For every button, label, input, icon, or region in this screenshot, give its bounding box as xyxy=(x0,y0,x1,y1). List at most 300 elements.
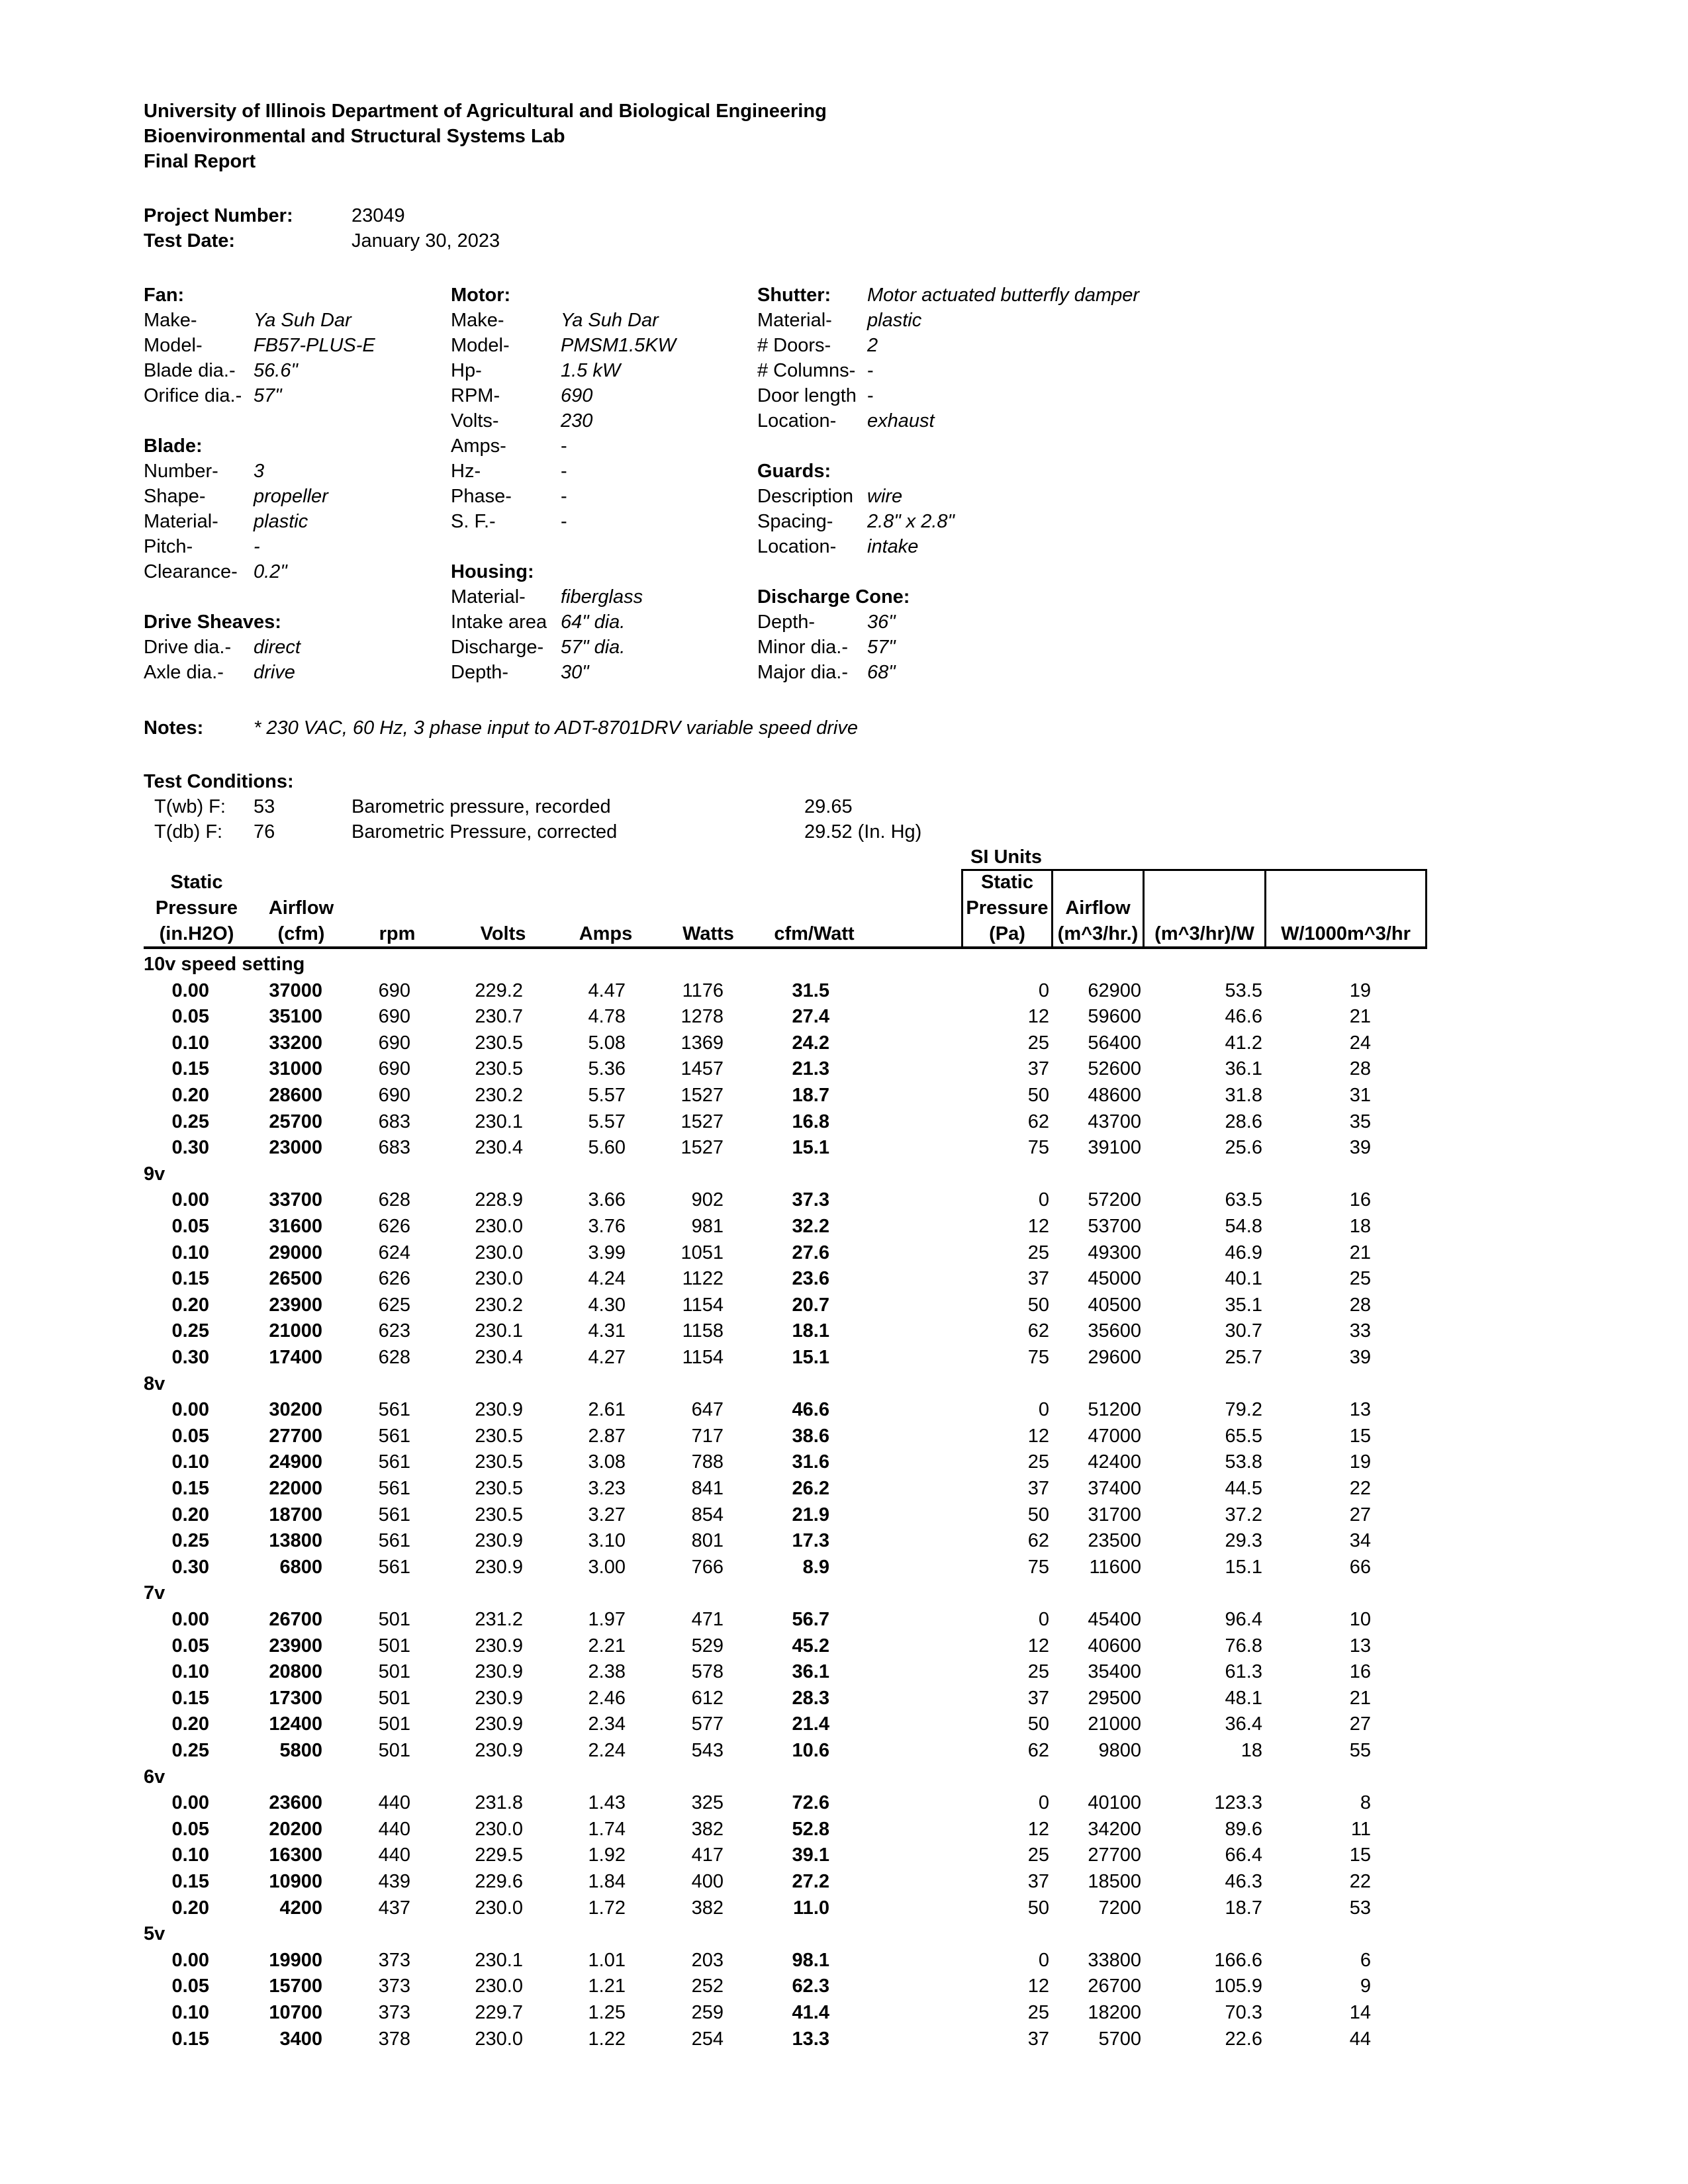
si-header-right-border xyxy=(1425,869,1427,948)
amps-cell: 4.31 xyxy=(588,1320,626,1342)
amps-cell: 5.60 xyxy=(588,1137,626,1158)
si-static-pressure-cell: 50 xyxy=(1027,1085,1049,1106)
twb-value: 53 xyxy=(254,796,275,817)
amps-cell: 5.36 xyxy=(588,1058,626,1079)
si-airflow-cell: 26700 xyxy=(1088,1976,1141,1997)
airflow-cell: 25700 xyxy=(269,1111,322,1132)
report-title-line-3: Final Report xyxy=(144,151,256,172)
amps-cell: 1.97 xyxy=(588,1609,626,1630)
rpm-cell: 690 xyxy=(378,1006,410,1027)
si-watts-per-volume-cell: 44 xyxy=(1349,2028,1371,2050)
cfm-per-watt-cell: 27.2 xyxy=(792,1871,829,1892)
si-efficiency-cell: 41.2 xyxy=(1225,1032,1262,1054)
blade-number-label: Number- xyxy=(144,461,218,482)
table-row xyxy=(0,978,1688,1004)
static-pressure-cell: 0.20 xyxy=(171,1295,209,1316)
si-static-pressure-cell: 50 xyxy=(1027,1897,1049,1919)
cfm-per-watt-cell: 31.5 xyxy=(792,980,829,1001)
static-pressure-cell: 0.00 xyxy=(171,1609,209,1630)
rpm-cell: 373 xyxy=(378,1950,410,1971)
rpm-cell: 561 xyxy=(378,1478,410,1499)
static-pressure-cell: 0.00 xyxy=(171,1399,209,1420)
blade-title: Blade: xyxy=(144,435,203,457)
airflow-cell: 5800 xyxy=(279,1740,322,1761)
watts-cell: 529 xyxy=(691,1635,724,1657)
si-watts-per-volume-cell: 39 xyxy=(1349,1137,1371,1158)
watts-cell: 382 xyxy=(691,1819,724,1840)
volts-cell: 230.9 xyxy=(475,1557,523,1578)
shutter-columns-label: # Columns- xyxy=(757,360,856,381)
housing-depth-label: Depth- xyxy=(451,662,509,683)
static-pressure-cell: 0.15 xyxy=(171,1268,209,1289)
speed-setting-label: 9v xyxy=(144,1163,165,1185)
rpm-cell: 628 xyxy=(378,1347,410,1368)
watts-cell: 543 xyxy=(691,1740,724,1761)
speed-setting-label: 8v xyxy=(144,1373,165,1394)
amps-cell: 1.43 xyxy=(588,1792,626,1813)
cfm-per-watt-cell: 52.8 xyxy=(792,1819,829,1840)
static-pressure-cell: 0.10 xyxy=(171,1844,209,1866)
si-watts-per-volume-cell: 39 xyxy=(1349,1347,1371,1368)
guards-description-label: Description xyxy=(757,486,854,507)
rpm-cell: 561 xyxy=(378,1451,410,1473)
watts-cell: 1154 xyxy=(682,1295,724,1316)
si-units-label: SI Units xyxy=(970,846,1042,868)
rpm-cell: 373 xyxy=(378,1976,410,1997)
si-watts-per-volume-cell: 16 xyxy=(1349,1189,1371,1210)
si-efficiency-cell: 15.1 xyxy=(1225,1557,1262,1578)
si-airflow-cell: 18500 xyxy=(1088,1871,1141,1892)
static-pressure-cell: 0.10 xyxy=(171,2002,209,2023)
rpm-cell: 439 xyxy=(378,1871,410,1892)
watts-cell: 981 xyxy=(691,1216,724,1237)
watts-cell: 717 xyxy=(691,1426,724,1447)
table-row xyxy=(0,1214,1688,1240)
si-watts-per-volume-cell: 35 xyxy=(1349,1111,1371,1132)
airflow-cell: 4200 xyxy=(279,1897,322,1919)
si-static-pressure-cell: 37 xyxy=(1027,2028,1049,2050)
table-row xyxy=(0,1135,1688,1161)
airflow-cell: 13800 xyxy=(269,1530,322,1551)
si-static-pressure-cell: 62 xyxy=(1027,1320,1049,1342)
si-airflow-cell: 59600 xyxy=(1088,1006,1141,1027)
si-static-pressure-cell: 75 xyxy=(1027,1137,1049,1158)
static-pressure-cell: 0.25 xyxy=(171,1320,209,1342)
cfm-per-watt-cell: 24.2 xyxy=(792,1032,829,1054)
volts-cell: 230.9 xyxy=(475,1635,523,1657)
housing-discharge-label: Discharge- xyxy=(451,637,544,658)
cfm-per-watt-cell: 15.1 xyxy=(792,1137,829,1158)
motor-amps: - xyxy=(561,435,567,457)
baro-recorded-value: 29.65 xyxy=(804,796,853,817)
volts-cell: 230.9 xyxy=(475,1713,523,1735)
blade-shape-label: Shape- xyxy=(144,486,206,507)
si-static-pressure-cell: 25 xyxy=(1027,1661,1049,1682)
rpm-cell: 625 xyxy=(378,1295,410,1316)
airflow-cell: 23000 xyxy=(269,1137,322,1158)
cfm-per-watt-cell: 31.6 xyxy=(792,1451,829,1473)
si-static-pressure-cell: 12 xyxy=(1027,1635,1049,1657)
amps-cell: 5.57 xyxy=(588,1085,626,1106)
static-pressure-cell: 0.15 xyxy=(171,1058,209,1079)
shutter-door-length: - xyxy=(867,385,874,406)
drive-dia: direct xyxy=(254,637,301,658)
volts-cell: 230.7 xyxy=(475,1006,523,1027)
airflow-cell: 31600 xyxy=(269,1216,322,1237)
si-static-pressure-cell: 0 xyxy=(1038,1950,1049,1971)
static-pressure-cell: 0.15 xyxy=(171,2028,209,2050)
si-airflow-cell: 11600 xyxy=(1089,1557,1141,1578)
si-watts-per-volume-cell: 28 xyxy=(1349,1058,1371,1079)
si-efficiency-cell: 48.1 xyxy=(1225,1688,1262,1709)
cfm-per-watt-cell: 20.7 xyxy=(792,1295,829,1316)
rpm-cell: 501 xyxy=(378,1635,410,1657)
si-watts-per-volume-cell: 19 xyxy=(1349,980,1371,1001)
static-pressure-cell: 0.30 xyxy=(171,1347,209,1368)
cfm-per-watt-cell: 18.1 xyxy=(792,1320,829,1342)
watts-cell: 578 xyxy=(691,1661,724,1682)
housing-intake-label: Intake area xyxy=(451,612,547,633)
motor-hp: 1.5 kW xyxy=(561,360,621,381)
airflow-cell: 16300 xyxy=(269,1844,322,1866)
si-static-pressure-cell: 62 xyxy=(1027,1111,1049,1132)
volts-cell: 229.2 xyxy=(475,980,523,1001)
airflow-cell: 23900 xyxy=(269,1295,322,1316)
col-header-si-static-1: Static xyxy=(981,872,1033,893)
amps-cell: 4.24 xyxy=(588,1268,626,1289)
watts-cell: 259 xyxy=(691,2002,724,2023)
rpm-cell: 626 xyxy=(378,1216,410,1237)
blade-material: plastic xyxy=(254,511,308,532)
si-efficiency-cell: 79.2 xyxy=(1225,1399,1262,1420)
si-watts-per-volume-cell: 15 xyxy=(1349,1844,1371,1866)
test-date: January 30, 2023 xyxy=(352,230,500,251)
si-watts-per-volume-cell: 14 xyxy=(1349,2002,1371,2023)
header-bottom-rule xyxy=(144,946,1427,949)
static-pressure-cell: 0.30 xyxy=(171,1557,209,1578)
watts-cell: 1457 xyxy=(680,1058,724,1079)
motor-model-label: Model- xyxy=(451,335,510,356)
amps-cell: 3.76 xyxy=(588,1216,626,1237)
airflow-cell: 3400 xyxy=(279,2028,322,2050)
shutter-doors: 2 xyxy=(867,335,878,356)
shutter-columns: - xyxy=(867,360,874,381)
motor-hp-label: Hp- xyxy=(451,360,482,381)
si-efficiency-cell: 25.7 xyxy=(1225,1347,1262,1368)
airflow-cell: 17300 xyxy=(269,1688,322,1709)
si-watts-per-volume-cell: 33 xyxy=(1349,1320,1371,1342)
rpm-cell: 561 xyxy=(378,1504,410,1525)
static-pressure-cell: 0.05 xyxy=(171,1635,209,1657)
si-efficiency-cell: 61.3 xyxy=(1225,1661,1262,1682)
airflow-cell: 15700 xyxy=(269,1976,322,1997)
si-efficiency-cell: 63.5 xyxy=(1225,1189,1262,1210)
fan-make-label: Make- xyxy=(144,310,197,331)
si-watts-per-volume-cell: 31 xyxy=(1349,1085,1371,1106)
cfm-per-watt-cell: 37.3 xyxy=(792,1189,829,1210)
motor-rpm-label: RPM- xyxy=(451,385,500,406)
col-header-volts: Volts xyxy=(480,923,526,944)
static-pressure-cell: 0.30 xyxy=(171,1137,209,1158)
amps-cell: 1.72 xyxy=(588,1897,626,1919)
airflow-cell: 12400 xyxy=(269,1713,322,1735)
si-static-pressure-cell: 37 xyxy=(1027,1688,1049,1709)
rpm-cell: 626 xyxy=(378,1268,410,1289)
airflow-cell: 24900 xyxy=(269,1451,322,1473)
si-airflow-cell: 35400 xyxy=(1088,1661,1141,1682)
si-efficiency-cell: 31.8 xyxy=(1225,1085,1262,1106)
rpm-cell: 373 xyxy=(378,2002,410,2023)
table-row xyxy=(0,1424,1688,1449)
si-airflow-cell: 34200 xyxy=(1088,1819,1141,1840)
airflow-cell: 23900 xyxy=(269,1635,322,1657)
static-pressure-cell: 0.05 xyxy=(171,1976,209,1997)
rpm-cell: 624 xyxy=(378,1242,410,1263)
si-static-pressure-cell: 50 xyxy=(1027,1504,1049,1525)
rpm-cell: 501 xyxy=(378,1688,410,1709)
airflow-cell: 20800 xyxy=(269,1661,322,1682)
test-date-label: Test Date: xyxy=(144,230,236,251)
guards-spacing: 2.8" x 2.8" xyxy=(867,511,955,532)
si-watts-per-volume-cell: 22 xyxy=(1349,1871,1371,1892)
housing-title: Housing: xyxy=(451,561,534,582)
cone-major-dia-label: Major dia.- xyxy=(757,662,848,683)
volts-cell: 229.7 xyxy=(475,2002,523,2023)
si-watts-per-volume-cell: 28 xyxy=(1349,1295,1371,1316)
motor-phase: - xyxy=(561,486,567,507)
rpm-cell: 690 xyxy=(378,980,410,1001)
airflow-cell: 10900 xyxy=(269,1871,322,1892)
volts-cell: 231.8 xyxy=(475,1792,523,1813)
table-row xyxy=(0,1895,1688,1921)
fan-orifice-dia-label: Orifice dia.- xyxy=(144,385,242,406)
static-pressure-cell: 0.05 xyxy=(171,1006,209,1027)
si-watts-per-volume-cell: 13 xyxy=(1349,1399,1371,1420)
volts-cell: 230.4 xyxy=(475,1347,523,1368)
table-row xyxy=(0,1449,1688,1475)
si-airflow-cell: 29500 xyxy=(1088,1688,1141,1709)
si-airflow-cell: 52600 xyxy=(1088,1058,1141,1079)
motor-make-label: Make- xyxy=(451,310,504,331)
airflow-cell: 22000 xyxy=(269,1478,322,1499)
airflow-cell: 20200 xyxy=(269,1819,322,1840)
static-pressure-cell: 0.05 xyxy=(171,1819,209,1840)
notes-text: * 230 VAC, 60 Hz, 3 phase input to ADT-8701DRV variable speed drive xyxy=(254,717,858,739)
watts-cell: 325 xyxy=(691,1792,724,1813)
volts-cell: 230.5 xyxy=(475,1478,523,1499)
volts-cell: 230.0 xyxy=(475,1897,523,1919)
watts-cell: 417 xyxy=(691,1844,724,1866)
amps-cell: 3.66 xyxy=(588,1189,626,1210)
col-header-rpm: rpm xyxy=(379,923,416,944)
table-row xyxy=(0,1318,1688,1344)
watts-cell: 577 xyxy=(691,1713,724,1735)
si-watts-per-volume-cell: 16 xyxy=(1349,1661,1371,1682)
watts-cell: 612 xyxy=(691,1688,724,1709)
table-row xyxy=(0,1843,1688,1868)
si-efficiency-cell: 37.2 xyxy=(1225,1504,1262,1525)
cfm-per-watt-cell: 16.8 xyxy=(792,1111,829,1132)
rpm-cell: 501 xyxy=(378,1713,410,1735)
watts-cell: 1158 xyxy=(682,1320,724,1342)
si-airflow-cell: 40500 xyxy=(1088,1295,1141,1316)
si-static-pressure-cell: 25 xyxy=(1027,1844,1049,1866)
watts-cell: 1527 xyxy=(680,1085,724,1106)
si-static-pressure-cell: 12 xyxy=(1027,1819,1049,1840)
si-airflow-cell: 45400 xyxy=(1088,1609,1141,1630)
amps-cell: 2.21 xyxy=(588,1635,626,1657)
speed-setting-label: 10v speed setting xyxy=(144,954,305,975)
si-watts-per-volume-cell: 13 xyxy=(1349,1635,1371,1657)
volts-cell: 230.1 xyxy=(475,1950,523,1971)
static-pressure-cell: 0.10 xyxy=(171,1032,209,1054)
volts-cell: 230.5 xyxy=(475,1451,523,1473)
table-row xyxy=(0,2000,1688,2026)
table-row xyxy=(0,1345,1688,1371)
table-row xyxy=(0,1056,1688,1082)
col-header-si-airflow-2: (m^3/hr.) xyxy=(1057,923,1139,944)
amps-cell: 1.84 xyxy=(588,1871,626,1892)
si-efficiency-cell: 36.4 xyxy=(1225,1713,1262,1735)
volts-cell: 230.0 xyxy=(475,1268,523,1289)
cfm-per-watt-cell: 56.7 xyxy=(792,1609,829,1630)
rpm-cell: 623 xyxy=(378,1320,410,1342)
housing-depth: 30" xyxy=(561,662,589,683)
amps-cell: 1.74 xyxy=(588,1819,626,1840)
si-airflow-cell: 7200 xyxy=(1098,1897,1141,1919)
si-airflow-cell: 29600 xyxy=(1088,1347,1141,1368)
col-header-amps: Amps xyxy=(579,923,633,944)
watts-cell: 203 xyxy=(691,1950,724,1971)
amps-cell: 2.46 xyxy=(588,1688,626,1709)
cfm-per-watt-cell: 18.7 xyxy=(792,1085,829,1106)
fan-make: Ya Suh Dar xyxy=(254,310,352,331)
axle-dia-label: Axle dia.- xyxy=(144,662,224,683)
table-row xyxy=(0,1109,1688,1135)
si-static-pressure-cell: 0 xyxy=(1038,1792,1049,1813)
watts-cell: 647 xyxy=(691,1399,724,1420)
si-airflow-cell: 9800 xyxy=(1098,1740,1141,1761)
motor-hz: - xyxy=(561,461,567,482)
si-watts-per-volume-cell: 9 xyxy=(1360,1976,1371,1997)
cfm-per-watt-cell: 38.6 xyxy=(792,1426,829,1447)
rpm-cell: 690 xyxy=(378,1085,410,1106)
motor-amps-label: Amps- xyxy=(451,435,506,457)
si-watts-per-volume-cell: 19 xyxy=(1349,1451,1371,1473)
si-efficiency-cell: 53.8 xyxy=(1225,1451,1262,1473)
volts-cell: 230.9 xyxy=(475,1740,523,1761)
si-static-pressure-cell: 0 xyxy=(1038,1189,1049,1210)
table-row xyxy=(0,1528,1688,1554)
amps-cell: 1.92 xyxy=(588,1844,626,1866)
si-static-pressure-cell: 50 xyxy=(1027,1713,1049,1735)
static-pressure-cell: 0.00 xyxy=(171,1792,209,1813)
si-efficiency-cell: 25.6 xyxy=(1225,1137,1262,1158)
si-efficiency-cell: 40.1 xyxy=(1225,1268,1262,1289)
watts-cell: 854 xyxy=(691,1504,724,1525)
si-efficiency-cell: 65.5 xyxy=(1225,1426,1262,1447)
amps-cell: 4.30 xyxy=(588,1295,626,1316)
rpm-cell: 501 xyxy=(378,1661,410,1682)
housing-discharge: 57" dia. xyxy=(561,637,626,658)
watts-cell: 400 xyxy=(691,1871,724,1892)
drive-dia-label: Drive dia.- xyxy=(144,637,232,658)
col-header-static-1: Static xyxy=(170,872,223,893)
si-static-pressure-cell: 75 xyxy=(1027,1557,1049,1578)
si-airflow-cell: 45000 xyxy=(1088,1268,1141,1289)
fan-blade-dia-label: Blade dia.- xyxy=(144,360,236,381)
si-static-pressure-cell: 25 xyxy=(1027,1242,1049,1263)
rpm-cell: 440 xyxy=(378,1844,410,1866)
si-airflow-cell: 39100 xyxy=(1088,1137,1141,1158)
amps-cell: 4.27 xyxy=(588,1347,626,1368)
static-pressure-cell: 0.20 xyxy=(171,1504,209,1525)
col-header-airflow-2: (cfm) xyxy=(277,923,325,944)
cfm-per-watt-cell: 27.6 xyxy=(792,1242,829,1263)
si-watts-per-volume-cell: 22 xyxy=(1349,1478,1371,1499)
si-static-pressure-cell: 25 xyxy=(1027,1451,1049,1473)
table-row xyxy=(0,1476,1688,1502)
cfm-per-watt-cell: 39.1 xyxy=(792,1844,829,1866)
cfm-per-watt-cell: 23.6 xyxy=(792,1268,829,1289)
si-static-pressure-cell: 37 xyxy=(1027,1871,1049,1892)
si-static-pressure-cell: 12 xyxy=(1027,1426,1049,1447)
si-watts-per-volume-cell: 11 xyxy=(1350,1819,1371,1840)
airflow-cell: 35100 xyxy=(269,1006,322,1027)
si-airflow-cell: 33800 xyxy=(1088,1950,1141,1971)
airflow-cell: 26500 xyxy=(269,1268,322,1289)
static-pressure-cell: 0.25 xyxy=(171,1740,209,1761)
si-watts-per-volume-cell: 10 xyxy=(1349,1609,1371,1630)
watts-cell: 471 xyxy=(691,1609,724,1630)
project-number-label: Project Number: xyxy=(144,205,293,226)
si-airflow-cell: 23500 xyxy=(1088,1530,1141,1551)
report-title-line-2: Bioenvironmental and Structural Systems Lab xyxy=(144,126,565,147)
static-pressure-cell: 0.20 xyxy=(171,1897,209,1919)
motor-volts: 230 xyxy=(561,410,593,432)
rpm-cell: 561 xyxy=(378,1557,410,1578)
volts-cell: 230.0 xyxy=(475,1216,523,1237)
watts-cell: 382 xyxy=(691,1897,724,1919)
si-efficiency-cell: 18 xyxy=(1241,1740,1262,1761)
si-efficiency-cell: 66.4 xyxy=(1225,1844,1262,1866)
cfm-per-watt-cell: 27.4 xyxy=(792,1006,829,1027)
motor-sf: - xyxy=(561,511,567,532)
table-row xyxy=(0,1974,1688,1999)
si-efficiency-cell: 29.3 xyxy=(1225,1530,1262,1551)
table-row xyxy=(0,1030,1688,1056)
table-row xyxy=(0,2026,1688,2052)
volts-cell: 230.5 xyxy=(475,1426,523,1447)
cfm-per-watt-cell: 62.3 xyxy=(792,1976,829,1997)
cfm-per-watt-cell: 98.1 xyxy=(792,1950,829,1971)
speed-setting-label: 7v xyxy=(144,1582,165,1604)
si-airflow-cell: 62900 xyxy=(1088,980,1141,1001)
blade-pitch: - xyxy=(254,536,260,557)
amps-cell: 3.23 xyxy=(588,1478,626,1499)
col-header-si-static-2: Pressure xyxy=(966,897,1049,919)
cfm-per-watt-cell: 21.9 xyxy=(792,1504,829,1525)
si-watts-per-volume-cell: 15 xyxy=(1349,1426,1371,1447)
rpm-cell: 683 xyxy=(378,1111,410,1132)
motor-volts-label: Volts- xyxy=(451,410,499,432)
rpm-cell: 628 xyxy=(378,1189,410,1210)
si-airflow-cell: 27700 xyxy=(1088,1844,1141,1866)
watts-cell: 1154 xyxy=(682,1347,724,1368)
si-airflow-cell: 21000 xyxy=(1088,1713,1141,1735)
shutter-location: exhaust xyxy=(867,410,935,432)
volts-cell: 228.9 xyxy=(475,1189,523,1210)
